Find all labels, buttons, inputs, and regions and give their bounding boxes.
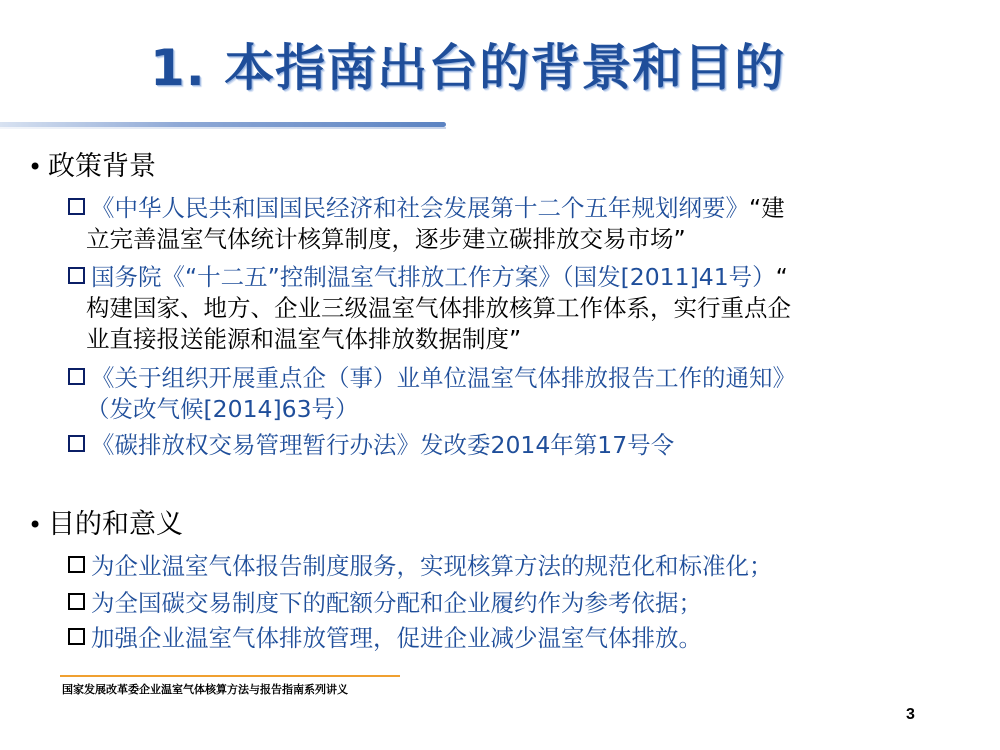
footer-caption: 国家发展改革委企业温室气体核算方法与报告指南系列讲义: [62, 683, 348, 696]
bullet-dot: •: [28, 511, 43, 539]
checkbox-bullet-icon: [68, 593, 85, 610]
title-underline-shadow: [0, 127, 446, 129]
item-text-continuation: 立完善温室气体统计核算制度，逐步建立碳排放交易市场”: [86, 225, 686, 253]
list-item-purpose-1: [68, 551, 968, 582]
list-item-purpose-3: [68, 623, 968, 654]
list-item-policy-1: [68, 193, 968, 255]
item-text-blue: 国务院《“十二五”控制温室气排放工作方案》（国发[2011]41号）: [91, 263, 776, 291]
checkbox-bullet-icon: [68, 368, 85, 385]
item-text-continuation: （发改气候[2014]63号）: [86, 395, 359, 423]
item-text-blue: 《中华人民共和国国民经济和社会发展第十二个五年规划纲要》: [91, 194, 749, 222]
item-text-blue: 加强企业温室气体排放管理，促进企业减少温室气体排放。: [91, 624, 702, 652]
item-text-blue: 《关于组织开展重点企（事）业单位温室气体排放报告工作的通知》: [91, 364, 796, 392]
checkbox-bullet-icon: [68, 435, 85, 452]
list-item-policy-4: [68, 430, 968, 461]
checkbox-bullet-icon: [68, 267, 85, 284]
item-text-continuation: 构建国家、地方、企业三级温室气体排放核算工作体系，实行重点企: [86, 294, 791, 322]
list-item-policy-2: [68, 262, 968, 355]
list-item-purpose-2: [68, 588, 968, 619]
item-text-blue: 为全国碳交易制度下的配额分配和企业履约作为参考依据；: [91, 589, 702, 617]
bullet-dot: •: [28, 153, 43, 181]
section-heading-purpose: [28, 508, 183, 542]
page-number: 3: [906, 706, 915, 723]
item-text-black: “建: [749, 194, 785, 222]
item-text-blue: 《碳排放权交易管理暂行办法》发改委2014年第17号令: [91, 431, 675, 459]
footer-divider: [60, 675, 400, 677]
item-text-continuation: 业直接报送能源和温室气体排放数据制度”: [86, 325, 522, 353]
list-item-policy-3: [68, 363, 968, 425]
section-heading-text: 目的和意义: [48, 509, 183, 540]
section-heading-text: 政策背景: [48, 151, 156, 182]
checkbox-bullet-icon: [68, 198, 85, 215]
item-text-black: “: [775, 263, 788, 291]
checkbox-bullet-icon: [68, 628, 85, 645]
checkbox-bullet-icon: [68, 556, 85, 573]
slide-title: 1. 本指南出台的背景和目的: [150, 39, 786, 97]
section-heading-policy: [28, 150, 156, 184]
item-text-blue: 为企业温室气体报告制度服务，实现核算方法的规范化和标准化；: [91, 552, 773, 580]
